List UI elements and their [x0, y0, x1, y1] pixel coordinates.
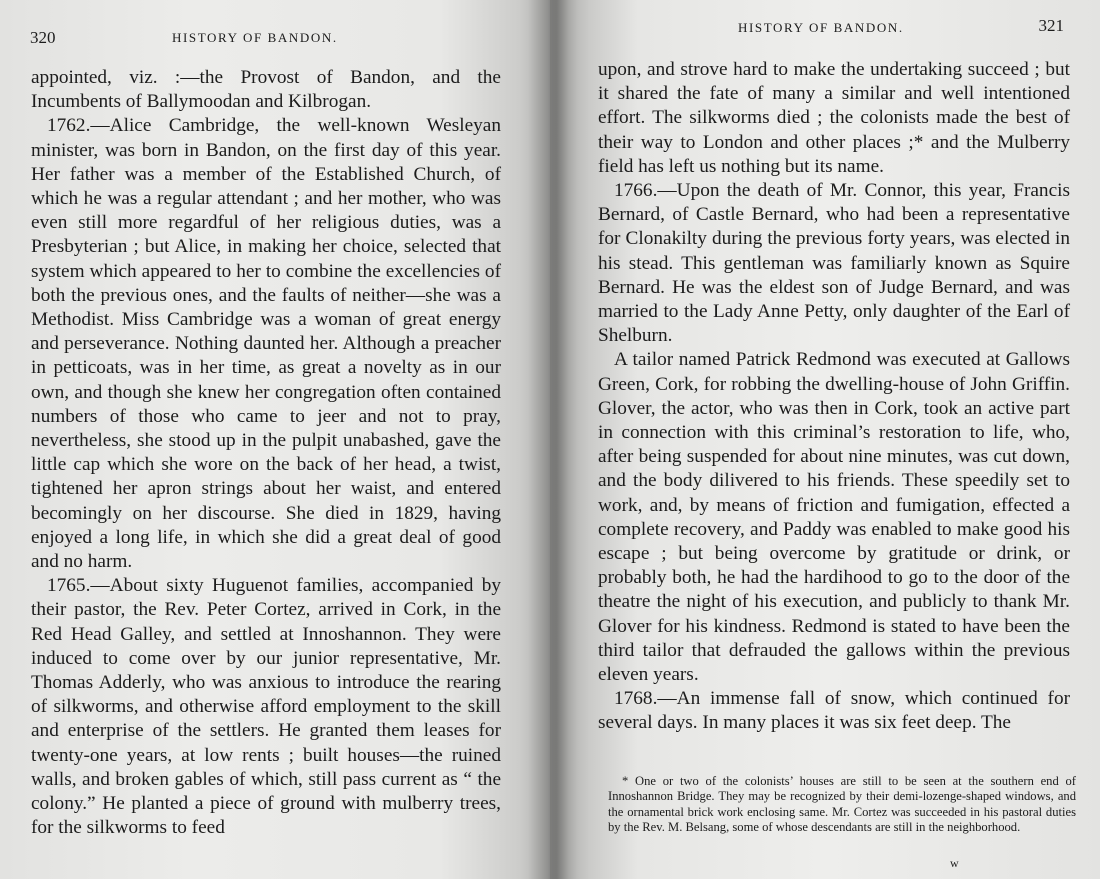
paragraph: 1762.—Alice Cambridge, the well-known Wesleyan minister, was born in Bandon, on the first day of this year. Her father was a member of the Established Church, of which he was a regular attendant ; and her mother, who was even still more regardful of her religious duties, was a Presbyterian ; but Alice, in making her choice, selected that system which appeared to her to combine the excellencies of both the previous ones, and the faults of neither—she was a Methodist. Miss Cambridge was a woman of great energy and perseverance. Nothing daunted her. Although a preacher in petticoats, was in her time, as great a novelty as in our own, and though she knew her congregation often contained numbers of those who came to jeer and not to pray, nevertheless, she stood up in the pulpit unabashed, gave the little cap which she wore on the back of her head, a twist, tightened her apron strings about her waist, and entered becomingly on her discourse. She died in 1829, having enjoyed a long life, in which she did a great deal of good and no harm.: [31, 115, 501, 573]
running-title: HISTORY OF BANDON.: [738, 20, 904, 35]
paragraph: 1766.—Upon the death of Mr. Connor, this year, Francis Bernard, of Castle Bernard, who had been a representative for Clonakilty during the previous forty years, was elected in his stead. This gentleman was familiarly known as Squire Bernard. He was the eldest son of Judge Bernard, and was married to the Lady Anne Petty, only daughter of the Earl of Shelburn.: [598, 180, 1070, 347]
signature-mark: w: [950, 856, 959, 870]
running-head-right: [550, 12, 1100, 42]
body-text-left: [31, 66, 501, 841]
paragraph: A tailor named Patrick Redmond was executed at Gallows Green, Cork, for robbing the dwelling-house of John Griffin. Glover, the actor, who was then in Cork, took an active part in connection with this criminal’s restoration to life, who, after being suspended for about nine minutes, was cut down, and the body dilivered to his friends. These speedily set to work, and, by means of friction and fumigation, effected a complete recovery, and Paddy was enabled to make good his escape ; but being overcome by gratitude or drink, or probably both, he had the hardihood to go to the door of the theatre the night of his execution, and publicly to thank Mr. Glover for his kindness. Redmond is stated to have been the third tailor that defrauded the gallows within the previous eleven years.: [598, 349, 1070, 686]
paragraph: 1768.—An immense fall of snow, which continued for several days. In many places it was six feet deep. The: [598, 688, 1070, 734]
paragraph: appointed, viz. :—the Provost of Bandon, and the Incumbents of Ballymoodan and Kilbrogan.: [31, 67, 501, 113]
body-text-right: [598, 58, 1070, 736]
page-number: 320: [30, 28, 56, 47]
running-title: HISTORY OF BANDON.: [172, 30, 338, 45]
page-number: 321: [1038, 16, 1064, 35]
footnote: [608, 774, 1076, 836]
footnote-text: * One or two of the colonists’ houses are still to be seen at the southern end of Innoshannon Bridge. They may be recognized by their demi-lozenge-shaped windows, and the ornamental brick work enclosing same. Mr. Cortez was succeeded in his pastoral duties by the Rev. M. Belsang, some of whose descendants are still in the neighborhood.: [608, 774, 1076, 835]
paragraph: upon, and strove hard to make the undertaking succeed ; but it shared the fate of many a similar and well intentioned effort. The silkworms died ; the colonists made the best of their way to London and other places ;* and the Mulberry field has left us nothing but its name.: [598, 59, 1070, 177]
running-head-left: [0, 22, 550, 52]
paragraph: 1765.—About sixty Huguenot families, accompanied by their pastor, the Rev. Peter Cortez, arrived in Cork, in the Red Head Galley, and settled at Innoshannon. They were induced to come over by our junior representative, Mr. Thomas Adderly, who was anxious to introduce the rearing of silkworms, and otherwise afford employment to the skill and enterprise of the settlers. He granted them leases for twenty-one years, at low rents ; built houses—the ruined walls, and broken gables of which, still pass current as “ the colony.” He planted a piece of ground with mulberry trees, for the silkworms to feed: [31, 575, 501, 839]
